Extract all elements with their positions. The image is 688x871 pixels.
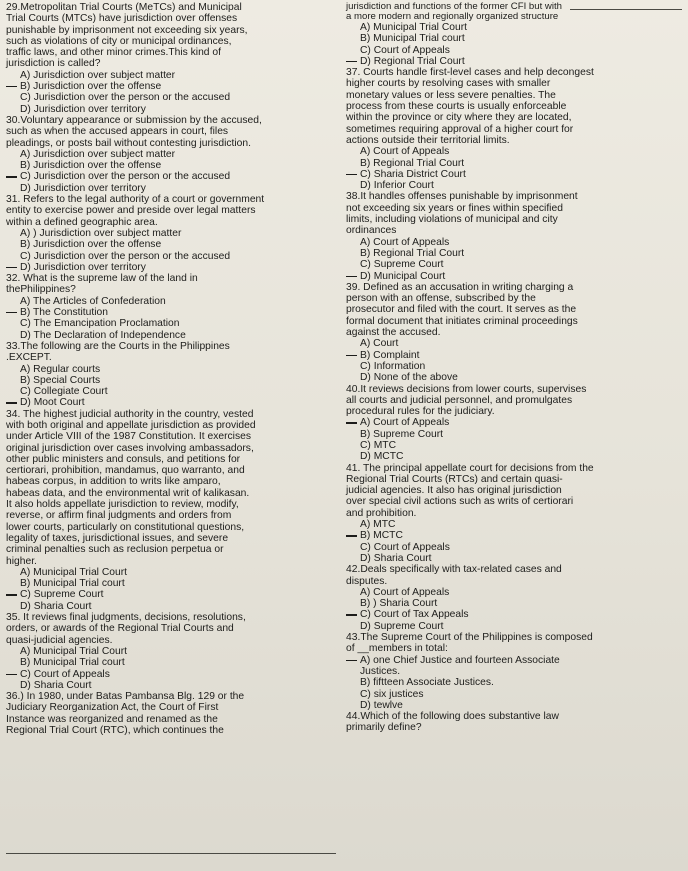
answer-option <box>20 375 342 386</box>
answer-option <box>20 386 342 397</box>
answer-option-text: B) Regional Trial Court <box>360 247 465 259</box>
question-block <box>346 384 682 463</box>
answer-option <box>360 33 682 44</box>
answer-option-text: C) Jurisdiction over the person or the accused <box>20 250 231 262</box>
question-stem: 31. Refers to the legal authority of a court or government entity to exercise power and preside over legal matters within a defined geographic area. <box>6 194 265 228</box>
answer-options <box>20 646 342 691</box>
answer-option-text: A) The Articles of Confederation <box>20 295 166 307</box>
pen-mark-icon <box>346 422 357 423</box>
question-block <box>6 341 342 409</box>
question-stem: 32. What is the supreme law of the land in thePhilippines? <box>6 273 198 296</box>
answer-option-text: B) fiftteen Associate Justices. <box>360 677 494 689</box>
answer-option <box>20 228 342 239</box>
answer-option-text: A) Court of Appeals <box>360 586 450 598</box>
answer-option-text: B) Complaint <box>360 349 420 361</box>
answer-option-text: C) six justices <box>360 688 424 700</box>
answer-option <box>20 251 342 262</box>
pen-mark-icon <box>6 674 17 675</box>
pen-mark-icon <box>6 86 17 87</box>
answer-option-text: D) Regional Trial Court <box>360 55 465 67</box>
answer-option-text: B) Special Courts <box>20 374 101 386</box>
answer-option <box>360 677 682 688</box>
answer-options <box>360 237 682 282</box>
question-stem: 39. Defined as an accusation in writing charging a person with an offense, subscribed by the prosecutor and filed with the court. It serves as the formal document that initiates criminal proceedings against the accused. <box>346 281 578 339</box>
bottom-left-rule <box>6 853 336 854</box>
question-stem: 35. It reviews final judgments, decisions, resolutions, orders, or awards of the Regional Trial Courts and quasi-judicial agencies. <box>6 612 246 646</box>
answer-option <box>360 372 682 383</box>
answer-option <box>20 70 342 81</box>
pen-mark-icon <box>346 614 357 615</box>
answer-option-text: D) Jurisdiction over territory <box>20 103 146 115</box>
answer-option-text: A) one Chief Justice and fourteen Associate Justices. <box>360 654 560 677</box>
answer-option <box>360 259 682 270</box>
question-block <box>6 409 342 612</box>
question-block <box>6 612 342 691</box>
question-block <box>346 711 682 734</box>
answer-option <box>20 318 342 329</box>
answer-option <box>20 81 342 92</box>
answer-option-text: A) Jurisdiction over subject matter <box>20 69 176 81</box>
answer-option <box>360 553 682 564</box>
answer-option-text: C) Collegiate Court <box>20 386 108 398</box>
pen-mark-icon <box>346 660 357 661</box>
question-stem: 34. The highest judicial authority in the country, vested with both original and appellate jurisdiction as provided under Article VIII of the 1987 Constitution. It exercises original jurisdiction over cases involving ambassadors, other public ministers and consuls, and petitions for certiorari, prohibition, mandamus, quo warranto, and habeas corpus, in addition to writs like amparo, habeas data, and the environmental writ of kalikasan. It also holds appellate jurisdiction to review, modify, reverse, or affirm final judgments and orders from lower courts, particularly on constitutional questions, legality of taxes, jurisdictional issues, and severe criminal penalties such as reclusion perpetua or higher. <box>6 408 256 567</box>
pen-mark-icon <box>346 276 357 277</box>
answer-option <box>20 646 342 657</box>
answer-option <box>360 451 682 462</box>
question-stem: 42.Deals specifically with tax-related cases and disputes. <box>346 564 562 587</box>
pen-mark-icon <box>6 594 17 595</box>
answer-option <box>20 104 342 115</box>
answer-option-text: A) Court of Appeals <box>360 146 450 158</box>
answer-option-text: C) Supreme Court <box>20 589 104 601</box>
answer-option <box>20 669 342 680</box>
answer-option-text: B) Jurisdiction over the offense <box>20 160 162 172</box>
answer-option-text: D) Municipal Court <box>360 270 446 282</box>
answer-option-text: B) Regional Trial Court <box>360 157 465 169</box>
answer-option <box>360 542 682 553</box>
answer-option <box>20 92 342 103</box>
answer-option-text: B) Municipal Trial court <box>360 33 465 45</box>
question-block <box>346 632 682 711</box>
answer-option <box>20 330 342 341</box>
answer-option <box>360 429 682 440</box>
answer-option-text: B) The Constitution <box>20 307 108 319</box>
question-block <box>346 463 682 565</box>
answer-option <box>360 530 682 541</box>
answer-options <box>360 587 682 632</box>
answer-option-text: C) Court of Appeals <box>360 541 450 553</box>
question-stem: 41. The principal appellate court for decisions from the Regional Trial Courts (RTCs) and certain quasi- judicial agencies. It also has original jurisdiction over special civil actions such as writs of certiorari and prohibition. <box>346 462 594 519</box>
answer-option-text: A) Regular courts <box>20 363 101 375</box>
answer-option-text: C) MTC <box>360 439 397 451</box>
pen-mark-icon <box>346 535 357 536</box>
answer-option-text: D) The Declaration of Independence <box>20 329 186 341</box>
answer-option <box>360 700 682 711</box>
answer-option <box>360 56 682 67</box>
answer-option <box>20 171 342 182</box>
answer-option <box>360 440 682 451</box>
answer-options <box>20 228 342 273</box>
answer-option <box>20 657 342 668</box>
question-stem: 37. Courts handle first-level cases and help decongest higher courts by resolving cases with smaller monetary values or less severe penalties. The process from these courts is usually enforceable within the province or city where they are located, sometimes requiring approval of a higher court for actions outside their territorial limits. <box>346 67 594 146</box>
answer-option-text: C) Court of Appeals <box>360 44 450 56</box>
question-block <box>6 194 342 273</box>
answer-option-text: B) Municipal Trial court <box>20 657 125 669</box>
answer-option-text: D) Supreme Court <box>360 620 444 632</box>
answer-option-text: A) Municipal Trial Court <box>360 22 468 33</box>
question-block <box>346 2 682 67</box>
answer-option-text: A) Court of Appeals <box>360 417 450 429</box>
answer-options <box>360 22 682 67</box>
answer-option-text: C) Court of Appeals <box>20 668 110 680</box>
answer-options <box>360 655 682 711</box>
answer-option-text: B) Jurisdiction over the offense <box>20 81 162 93</box>
answer-option-text: D) Sharia Court <box>360 552 432 564</box>
question-stem: 33.The following are the Courts in the Philippines .EXCEPT. <box>6 340 230 364</box>
answer-option-text: B) Municipal Trial court <box>20 578 125 590</box>
answer-option <box>360 361 682 372</box>
answer-option <box>360 519 682 530</box>
answer-option-text: D) MCTC <box>360 451 404 463</box>
answer-option-text: C) Court of Tax Appeals <box>360 609 469 621</box>
question-block <box>6 115 342 194</box>
answer-options <box>20 364 342 409</box>
answer-option-text: D) Sharia Court <box>20 679 92 691</box>
answer-option-text: D) Inferior Court <box>360 180 434 192</box>
answer-option-text: D) tewlve <box>360 699 403 711</box>
answer-option-text: C) Jurisdiction over the person or the accused <box>20 92 231 104</box>
left-column <box>6 2 342 736</box>
pen-mark-icon <box>6 312 17 313</box>
question-block <box>6 273 342 341</box>
answer-option <box>20 296 342 307</box>
answer-option <box>20 680 342 691</box>
answer-options <box>360 146 682 191</box>
pen-mark-icon <box>6 402 17 403</box>
answer-option <box>360 417 682 428</box>
answer-option <box>360 248 682 259</box>
answer-option-text: B) Supreme Court <box>360 428 443 440</box>
answer-option <box>20 149 342 160</box>
question-block <box>6 691 342 736</box>
question-block <box>346 282 682 384</box>
answer-option-text: A) Municipal Trial Court <box>20 566 128 578</box>
answer-option <box>360 158 682 169</box>
answer-option <box>360 598 682 609</box>
top-right-rule <box>570 9 682 10</box>
answer-option-text: B) Jurisdiction over the offense <box>20 239 162 251</box>
answer-option <box>360 237 682 248</box>
question-block <box>346 564 682 632</box>
question-stem: 38.It handles offenses punishable by imprisonment not exceeding six years or fines within specified limits, including violations of municipal and city ordinances <box>346 191 578 237</box>
answer-option-text: A) ) Jurisdiction over subject matter <box>20 227 182 239</box>
pen-mark-icon <box>346 174 357 175</box>
pen-mark-icon <box>346 61 357 62</box>
answer-option-text: C) Jurisdiction over the person or the accused <box>20 171 231 183</box>
pen-mark-icon <box>6 267 17 268</box>
answer-option <box>20 262 342 273</box>
answer-option-text: A) MTC <box>360 519 396 531</box>
answer-option-text: C) Information <box>360 360 426 372</box>
answer-option-text: C) Supreme Court <box>360 259 444 271</box>
question-stem: 40.It reviews decisions from lower courts, supervises all courts and judicial personnel, and promulgates procedural rules for the judiciary. <box>346 383 587 418</box>
pen-mark-icon <box>346 355 357 356</box>
answer-option-text: D) Sharia Court <box>20 600 92 612</box>
answer-option <box>360 22 682 33</box>
right-column <box>346 2 682 734</box>
question-stem: 44.Which of the following does substantive law primarily define? <box>346 711 559 734</box>
answer-option <box>360 350 682 361</box>
question-stem: jurisdiction and functions of the former CFI but with a more modern and regionally organized structure <box>346 1 562 22</box>
answer-option-text: D) Jurisdiction over territory <box>20 261 146 273</box>
answer-option <box>20 578 342 589</box>
answer-option <box>20 397 342 408</box>
answer-option <box>360 655 682 678</box>
answer-options <box>20 70 342 115</box>
answer-option <box>360 180 682 191</box>
answer-option <box>360 621 682 632</box>
answer-option-text: A) Municipal Trial Court <box>20 645 128 657</box>
answer-options <box>360 338 682 383</box>
answer-option <box>360 271 682 282</box>
answer-option <box>360 146 682 157</box>
answer-options <box>360 417 682 462</box>
answer-option <box>20 160 342 171</box>
question-block <box>6 2 342 115</box>
answer-option <box>360 45 682 56</box>
answer-option-text: A) Court <box>360 338 399 350</box>
answer-option-text: A) Jurisdiction over subject matter <box>20 148 176 160</box>
answer-option-text: A) Court of Appeals <box>360 236 450 248</box>
answer-option-text: D) Jurisdiction over territory <box>20 182 146 194</box>
answer-options <box>360 519 682 564</box>
answer-options <box>20 296 342 341</box>
answer-option <box>20 589 342 600</box>
answer-options <box>20 149 342 194</box>
answer-option <box>20 601 342 612</box>
answer-option-text: D) Moot Court <box>20 397 85 409</box>
answer-option <box>360 169 682 180</box>
answer-option <box>360 609 682 620</box>
answer-option <box>360 689 682 700</box>
answer-option-text: B) MCTC <box>360 530 403 542</box>
answer-option <box>20 239 342 250</box>
answer-option-text: C) Sharia District Court <box>360 168 466 180</box>
answer-option <box>360 587 682 598</box>
answer-option <box>20 364 342 375</box>
answer-option-text: D) None of the above <box>360 372 458 384</box>
question-stem: 36.) In 1980, under Batas Pambansa Blg. 129 or the Judiciary Reorganization Act, the Court of First Instance was reorganized and renamed as the Regional Trial Court (RTC), which continues the <box>6 691 245 736</box>
answer-option <box>20 567 342 578</box>
question-stem: 30.Voluntary appearance or submission by the accused, such as when the accused appears in court, files pleadings, or posts bail without contesting jurisdiction. <box>6 114 262 149</box>
question-stem: 43.The Supreme Court of the Philippines is composed of __members in total: <box>346 632 593 655</box>
answer-option <box>20 183 342 194</box>
answer-option-text: B) ) Sharia Court <box>360 598 438 610</box>
question-stem: 29.Metropolitan Trial Courts (MeTCs) and Municipal Trial Courts (MTCs) have jurisdiction over offenses punishable by imprisonment not exceeding six years, such as violations of city or municipal ordinances, traffic laws, and other minor crimes.This kind of jurisdiction is called? <box>6 2 248 70</box>
question-block <box>346 191 682 281</box>
pen-mark-icon <box>6 176 17 177</box>
answer-option <box>360 338 682 349</box>
question-block <box>346 67 682 191</box>
answer-option-text: C) The Emancipation Proclamation <box>20 318 180 330</box>
answer-options <box>20 567 342 612</box>
answer-option <box>20 307 342 318</box>
